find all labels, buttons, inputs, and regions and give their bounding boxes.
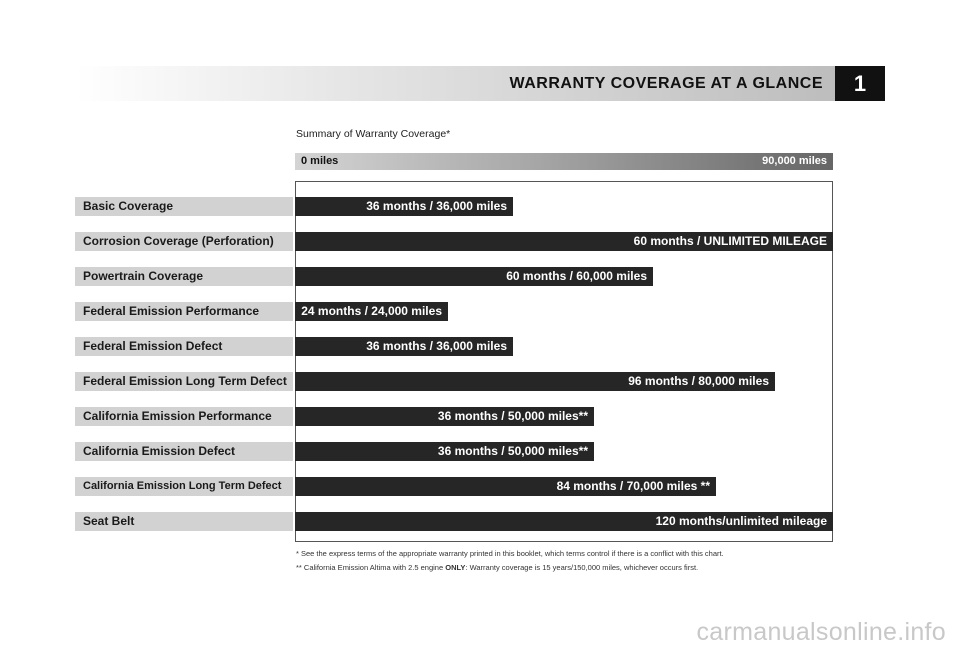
bar-corrosion-coverage: 60 months / UNLIMITED MILEAGE	[295, 232, 833, 251]
footnote-2-prefix: ** California Emission Altima with 2.5 engine	[296, 563, 446, 572]
row-label-powertrain-coverage: Powertrain Coverage	[75, 267, 293, 286]
chapter-number: 1	[835, 66, 885, 101]
row-label-federal-emission-performance: Federal Emission Performance	[75, 302, 293, 321]
axis-end-label: 90,000 miles	[762, 155, 827, 167]
footnote-2	[296, 563, 698, 572]
row-label-basic-coverage: Basic Coverage	[75, 197, 293, 216]
watermark: carmanualsonline.info	[696, 618, 946, 646]
mileage-axis-bar	[295, 153, 833, 170]
bar-federal-emission-defect: 36 months / 36,000 miles	[295, 337, 513, 356]
bar-federal-emission-long-term-defect: 96 months / 80,000 miles	[295, 372, 775, 391]
axis-start-label: 0 miles	[301, 155, 339, 167]
footnote-2-suffix: : Warranty coverage is 15 years/150,000 miles, whichever occurs first.	[465, 563, 699, 572]
row-label-california-emission-long-term-defect: California Emission Long Term Defect	[75, 477, 293, 496]
bar-california-emission-defect: 36 months / 50,000 miles**	[295, 442, 594, 461]
row-label-california-emission-performance: California Emission Performance	[75, 407, 293, 426]
row-label-federal-emission-long-term-defect: Federal Emission Long Term Defect	[75, 372, 293, 391]
row-label-seat-belt: Seat Belt	[75, 512, 293, 531]
footnote-1: * See the express terms of the appropriate warranty printed in this booklet, which terms control if there is a conflict with this chart.	[296, 549, 724, 558]
summary-title: Summary of Warranty Coverage*	[296, 128, 451, 140]
bar-california-emission-performance: 36 months / 50,000 miles**	[295, 407, 594, 426]
row-label-california-emission-defect: California Emission Defect	[75, 442, 293, 461]
footnote-2-emphasis: ONLY	[445, 563, 466, 572]
page-title: WARRANTY COVERAGE AT A GLANCE	[509, 75, 823, 92]
bar-powertrain-coverage: 60 months / 60,000 miles	[295, 267, 653, 286]
bar-basic-coverage: 36 months / 36,000 miles	[295, 197, 513, 216]
bar-federal-emission-performance: 24 months / 24,000 miles	[295, 302, 448, 321]
bar-seat-belt: 120 months/unlimited mileage	[295, 512, 833, 531]
row-label-federal-emission-defect: Federal Emission Defect	[75, 337, 293, 356]
bar-california-emission-long-term-defect: 84 months / 70,000 miles **	[295, 477, 716, 496]
header-band	[75, 66, 835, 101]
row-label-corrosion-coverage: Corrosion Coverage (Perforation)	[75, 232, 293, 251]
